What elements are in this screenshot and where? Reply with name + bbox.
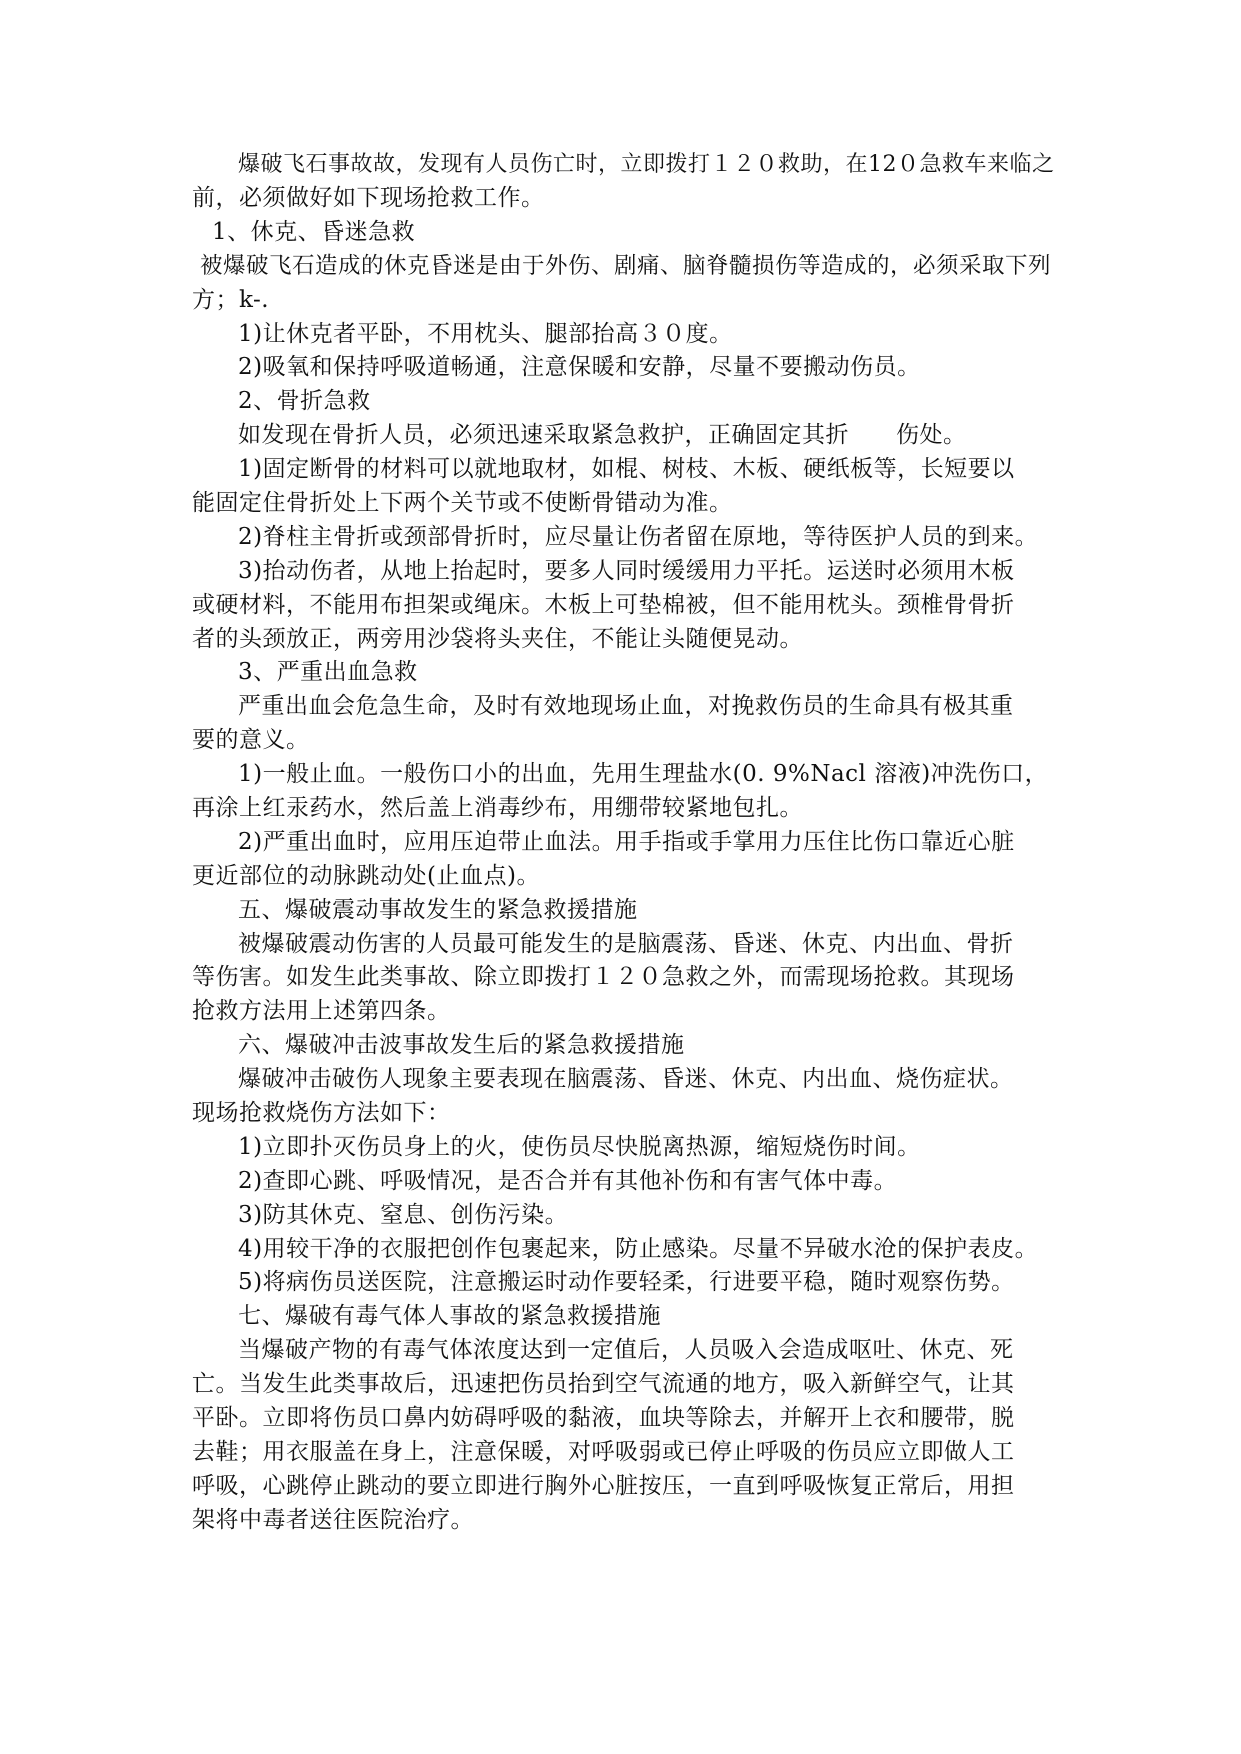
list-item: 3)抬动伤者，从地上抬起时，要多人同时缓缓用力平托。运送时必须用木板 [238,558,1015,584]
text-line: 更近部位的动脉跳动处(止血点)。 [192,863,540,889]
text-line: 爆破飞石事故故，发现有人员伤亡时，立即拨打１２０救助，在12０急救车来临之 [238,152,1055,177]
text-line: 呼吸，心跳停止跳动的要立即进行胸外心脏按压，一直到呼吸恢复正常后，用担 [192,1473,1015,1499]
text-line: 能固定住骨折处上下两个关节或不使断骨错动为准。 [192,490,733,516]
text-line: 当爆破产物的有毒气体浓度达到一定值后，人员吸入会造成呕吐、休克、死 [238,1337,1014,1363]
list-item: 1)一般止血。一般伤口小的出血，先用生理盐水(0. 9%Nacl 溶液)冲洗伤口， [238,761,1049,787]
text-line: 去鞋；用衣服盖在身上，注意保暖，对呼吸弱或已停止呼吸的伤员应立即做人工 [192,1439,1015,1465]
text-line: 方；k-. [192,287,270,313]
section-heading: 3、严重出血急救 [238,659,418,685]
text-line: 爆破冲击破伤人现象主要表现在脑震荡、昏迷、休克、内出血、烧伤症状。 [238,1066,1014,1092]
list-item: 2)严重出血时，应用压迫带止血法。用手指或手掌用力压住比伤口靠近心脏 [238,829,1015,855]
text-line: 亡。当发生此类事故后，迅速把伤员抬到空气流通的地方，吸入新鲜空气，让其 [192,1371,1015,1397]
section-heading: 五、爆破震动事故发生的紧急救援措施 [238,897,638,923]
section-heading: 六、爆破冲击波事故发生后的紧急救援措施 [238,1032,685,1058]
list-item: 1)固定断骨的材料可以就地取材，如棍、树枝、木板、硬纸板等，长短要以 [238,456,1015,482]
text-line: 者的头颈放正，两旁用沙袋将头夹住，不能让头随便晃动。 [192,626,803,652]
list-item: 3)防其休克、窒息、创伤污染。 [238,1202,569,1228]
text-line: 架将中毒者送往医院治疗。 [192,1507,474,1533]
text-line: 前，必须做好如下现场抢救工作。 [192,185,545,211]
section-heading: 2、骨折急救 [238,388,371,414]
list-item: 1)立即扑灭伤员身上的火，使伤员尽快脱离热源，缩短烧伤时间。 [238,1134,921,1160]
list-item: 1)让休克者平卧，不用枕头、腿部抬高３０度。 [238,321,733,347]
text-line: 被爆破震动伤害的人员最可能发生的是脑震荡、昏迷、休克、内出血、骨折 [238,931,1014,957]
text-line: 被爆破飞石造成的休克昏迷是由于外伤、剧痛、脑脊髓损伤等造成的，必须采取下列 [200,253,1052,279]
text-line: 要的意义。 [192,727,310,753]
text-line: 再涂上红汞药水，然后盖上消毒纱布，用绷带较紧地包扎。 [192,795,803,821]
list-item: 5)将病伤员送医院，注意搬运时动作要轻柔，行进要平稳，随时观察伤势。 [238,1269,1015,1295]
list-item: 4)用较干净的衣服把创作包裹起来，防止感染。尽量不异破水沧的保护表皮。 [238,1236,1039,1262]
section-heading: 七、爆破有毒气体人事故的紧急救援措施 [238,1303,661,1329]
list-item: 2)查即心跳、呼吸情况，是否合并有其他补伤和有害气体中毒。 [238,1168,898,1194]
section-heading: 1、休克、昏迷急救 [212,219,416,245]
text-line: 严重出血会危急生命，及时有效地现场止血，对挽救伤员的生命具有极其重 [238,693,1014,719]
list-item: 2)脊柱主骨折或颈部骨折时，应尽量让伤者留在原地，等待医护人员的到来。 [238,524,1039,550]
text-line: 现场抢救烧伤方法如下： [192,1100,451,1126]
list-item: 2)吸氧和保持呼吸道畅通，注意保暖和安静，尽量不要搬动伤员。 [238,354,921,380]
text-line: 平卧。立即将伤员口鼻内妨碍呼吸的黏液，血块等除去，并解开上衣和腰带，脱 [192,1405,1015,1431]
text-line: 等伤害。如发生此类事故、除立即拨打１２０急救之外，而需现场抢救。其现场 [192,964,1015,990]
text-line: 如发现在骨折人员，必须迅速采取紧急救护，正确固定其折 伤处。 [238,422,967,448]
text-line: 抢救方法用上述第四条。 [192,998,451,1024]
text-line: 或硬材料，不能用布担架或绳床。木板上可垫棉被，但不能用枕头。颈椎骨骨折 [192,592,1015,618]
